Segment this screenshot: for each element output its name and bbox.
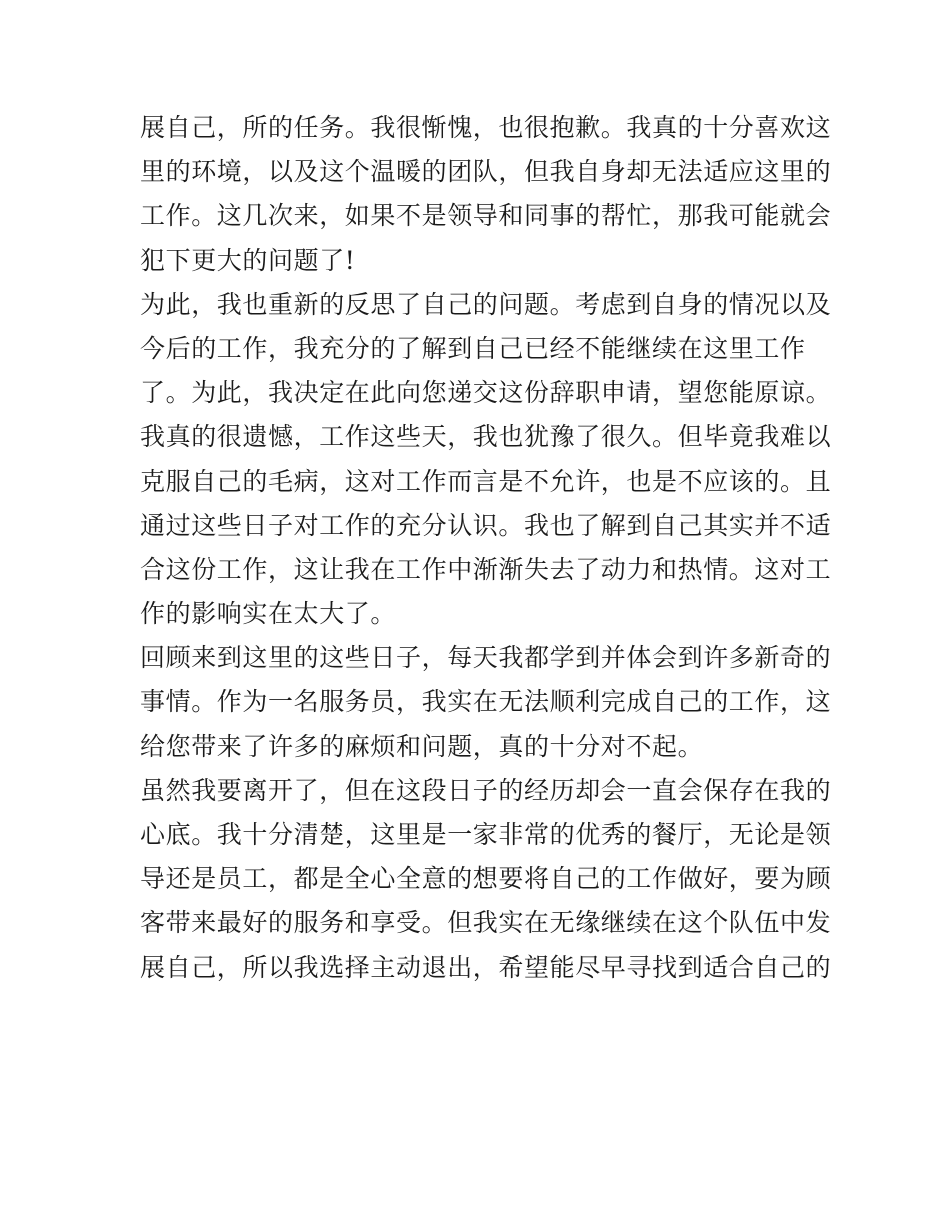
text-line: 给您带来了许多的麻烦和问题，真的十分对不起。 [140, 731, 704, 761]
text-line: 虽然我要离开了，但在这段日子的经历却会一直会保存在我的 [140, 775, 832, 805]
text-line: 合这份工作，这让我在工作中渐渐失去了动力和热情。这对工 [140, 554, 832, 584]
text-line: 里的环境，以及这个温暖的团队，但我自身却无法适应这里的 [140, 157, 832, 187]
text-line: 今后的工作，我充分的了解到自己已经不能继续在这里工作 [140, 333, 806, 363]
text-line: 展自己，所的任务。我很惭愧，也很抱歉。我真的十分喜欢这 [140, 113, 832, 142]
text-line: 客带来最好的服务和享受。但我实在无缘继续在这个队伍中发 [140, 908, 832, 938]
text-line: 为此，我也重新的反思了自己的问题。考虑到自身的情况以及 [140, 289, 832, 319]
text-line: 了。为此，我决定在此向您递交这份辞职申请，望您能原谅。 [140, 378, 832, 408]
document-body [140, 106, 832, 990]
text-line: 犯下更大的问题了! [140, 245, 356, 275]
text-line: 我真的很遗憾，工作这些天，我也犹豫了很久。但毕竟我难以 [140, 422, 832, 452]
text-line: 心底。我十分清楚，这里是一家非常的优秀的餐厅，无论是领 [140, 820, 832, 849]
text-line: 导还是员工，都是全心全意的想要将自己的工作做好，要为顾 [140, 864, 832, 894]
text-line: 克服自己的毛病，这对工作而言是不允许，也是不应该的。且 [140, 466, 832, 496]
text-line: 展自己，所以我选择主动退出，希望能尽早寻找到适合自己的 [140, 952, 832, 982]
text-line: 事情。作为一名服务员，我实在无法顺利完成自己的工作，这 [140, 687, 832, 717]
text-line: 工作。这几次来，如果不是领导和同事的帮忙，那我可能就会 [140, 201, 832, 231]
text-line: 回顾来到这里的这些日子，每天我都学到并体会到许多新奇的 [140, 643, 832, 673]
text-line: 通过这些日子对工作的充分认识。我也了解到自己其实并不适 [140, 510, 832, 540]
text-line: 作的影响实在太大了。 [140, 599, 397, 629]
